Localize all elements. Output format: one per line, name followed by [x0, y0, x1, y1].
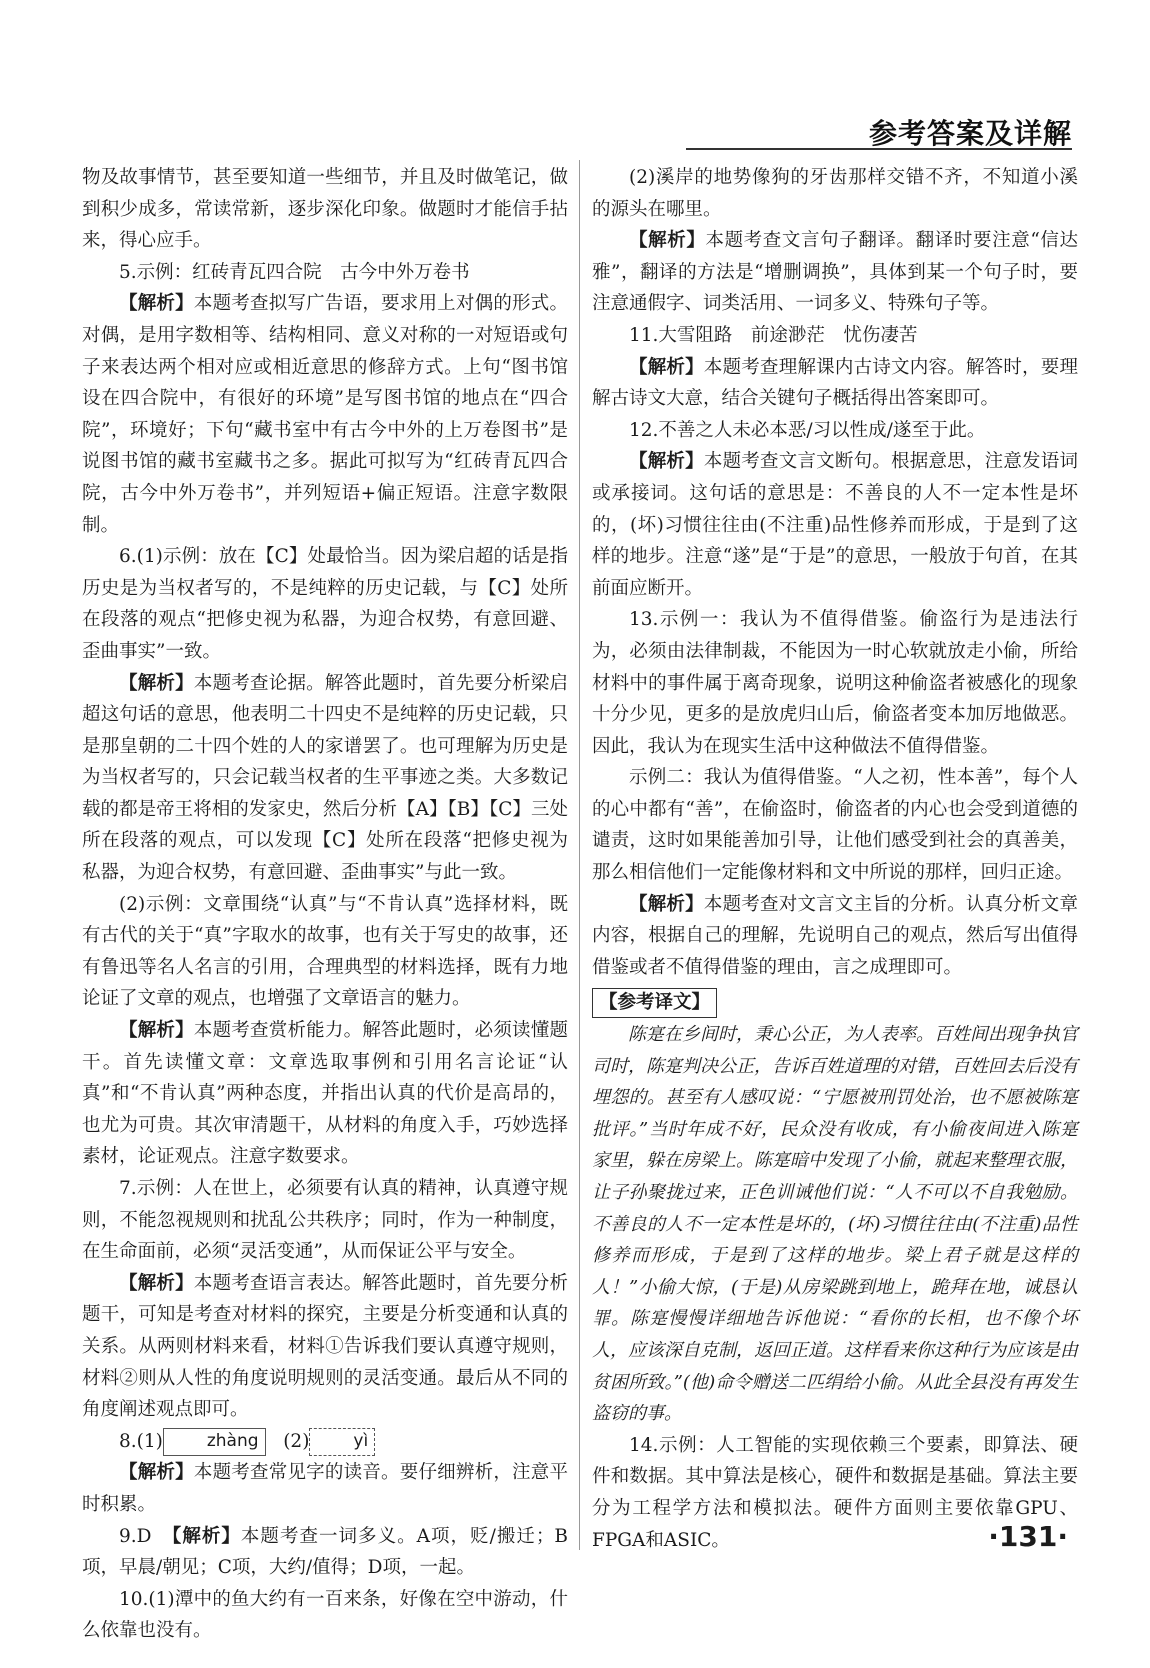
- analysis-paragraph: [592, 225, 1078, 320]
- analysis-tag: 【解析】: [629, 893, 704, 915]
- paragraph-text: 本题考查理解课内古诗文内容。解答时，要理解古诗文大意，结合关键句子概括得出答案即可。: [592, 356, 1078, 410]
- analysis-tag: 【解析】: [119, 293, 194, 315]
- answer-paragraph: [592, 162, 1078, 225]
- analysis-paragraph: [82, 288, 568, 541]
- translation-text: 陈寔在乡间时，秉心公正，为人表率。百姓间出现争执官司时，陈寔判决公正，告诉百姓道理的对错，百姓回去后没有埋怨的。甚至有人感叹说：“宁愿被刑罚处治，也不愿被陈寔批评。”当时年成不好，民众没有收成，有小偷夜间进入陈寔家里，躲在房梁上。陈寔暗中发现了小偷，就起来整理衣服，让子孙聚拢过来，正色训诫他们说：“人不可以不自我勉励。不善良的人不一定本性是坏的，(坏)习惯往往由(不注重)品性修养而形成，于是到了这样的地步。梁上君子就是这样的人！”小偷大惊，(于是)从房梁跳到地上，跪拜在地，诚恳认罪。陈寔慢慢详细地告诉他说：“看你的长相，也不像个坏人，应该深自克制，返回正道。这样看来你这种行为应该是由贫困所致。”(他)命令赠送二匹绢给小偷。从此全县没有再发生盗窃的事。: [592, 1024, 1078, 1425]
- paragraph-text: 5.示例：红砖青瓦四合院 古今中外万卷书: [119, 261, 470, 283]
- paragraph-text: 示例二：我认为值得借鉴。“人之初，性本善”，每个人的心中都有“善”，在偷盗时，偷盗者的内心也会受到道德的谴责，这时如果能善加引导，让他们感受到社会的真善美，那么相信他们一定能像材料和文中所说的那样，回归正途。: [592, 767, 1078, 884]
- right-column-flow: [592, 162, 1078, 983]
- paragraph-text: 本题考查拟写广告语，要求用上对偶的形式。对偶，是用字数相等、结构相同、意义对称的一对短语或句子来表达两个相对应或相近意思的修辞方式。上句“图书馆设在四合院中，有很好的环境”是写图书馆的地点在“四合院”，环境好；下句“藏书室中有古今中外的上万卷图书”是说图书馆的藏书室藏书之多。据此可拟写为“红砖青瓦四合院，古今中外万卷书”，并列短语+偏正短语。注意字数限制。: [82, 293, 568, 536]
- paragraph-text: 14.示例：人工智能的实现依赖三个要素，即算法、硬件和数据。其中算法是核心，硬件和数据是基础。算法主要分为工程学方法和模拟法。硬件方面则主要依靠GPU、FPGA和ASIC。: [592, 1434, 1078, 1551]
- answer-paragraph: [592, 604, 1078, 762]
- analysis-paragraph: [592, 446, 1078, 604]
- analysis-tag: 【解析】: [119, 672, 194, 694]
- answer-paragraph: [592, 762, 1078, 888]
- paragraph-text: 10.(1)潭中的鱼大约有一百来条，好像在空中游动，什么依靠也没有。: [82, 1588, 568, 1642]
- page-number: ·131·: [988, 1520, 1068, 1553]
- paragraph-text: 本题考查常见字的读音。要仔细辨析，注意平时积累。: [82, 1462, 568, 1515]
- paragraph-text: (2)示例：文章围绕“认真”与“不肯认真”选择材料，既有古代的关于“真”字取水的故事，也有关于写史的故事，还有鲁迅等名人名言的引用，合理典型的材料选择，既有力地论证了文章的观点，也增强了文章语言的魅力。: [82, 893, 568, 1010]
- left-column-tail: [82, 1457, 568, 1647]
- answer-paragraph: [82, 1173, 568, 1268]
- paragraph-text: (2)溪岸的地势像狗的牙齿那样交错不齐，不知道小溪的源头在哪里。: [592, 167, 1078, 220]
- paragraph-text: 11.大雪阻路 前途渺茫 忧伤凄苦: [629, 324, 918, 346]
- answer-paragraph: [82, 162, 568, 257]
- paragraph-text: 13.示例一：我认为不值得借鉴。偷盗行为是违法行为，必须由法律制裁，不能因为一时心软就放走小偷，所给材料中的事件属于离奇现象，说明这种偷盗者被感化的现象十分少见，更多的是放虎归山后，偷盗者变本加厉地做恶。因此，我认为在现实生活中这种做法不值得借鉴。: [592, 609, 1078, 757]
- paragraph-text: 本题考查文言文断句。根据意思，注意发语词或承接词。这句话的意思是：不善良的人不一定本性是坏的，(坏)习惯往往由(不注重)品性修养而形成，于是到了这样的地步。注意“遂”是“于是”的意思，一般放于句首，在其前面应断开。: [592, 451, 1078, 599]
- analysis-tag: 【解析】: [119, 1272, 194, 1294]
- answer-8: [82, 1426, 568, 1458]
- paragraph-text: 本题考查文言句子翻译。翻译时要注意“信达雅”，翻译的方法是“增删调换”，具体到某一个句子时，要注意通假字、词类活用、一词多义、特殊句子等。: [592, 230, 1078, 315]
- answer-8-box-2: yì: [309, 1428, 375, 1456]
- answer-paragraph: [82, 1521, 568, 1584]
- paragraph-text: 本题考查赏析能力。解答此题时，必须读懂题干。首先读懂文章：文章选取事例和引用名言论证“认真”和“不肯认真”两种态度，并指出认真的代价是高昂的，也尤为可贵。其次审清题干，从材料的角度入手，巧妙选择素材，论证观点。注意字数要求。: [82, 1020, 568, 1168]
- left-column-flow: [82, 162, 568, 1426]
- header-rule: [686, 148, 1072, 150]
- answer-paragraph: [82, 541, 568, 667]
- analysis-paragraph: [82, 668, 568, 889]
- analysis-paragraph: [592, 352, 1078, 415]
- left-column: [82, 162, 568, 1647]
- analysis-tag: 【解析】: [119, 1020, 194, 1042]
- answer-paragraph: [82, 889, 568, 1015]
- paragraph-text: 7.示例：人在世上，必须要有认真的精神，认真遵守规则，不能忽视规则和扰乱公共秩序；同时，作为一种制度，在生命面前，必须“灵活变通”，从而保证公平与安全。: [82, 1178, 568, 1263]
- analysis-tag: 【解析】: [629, 230, 706, 252]
- paragraph-text: 本题考查论据。解答此题时，首先要分析梁启超这句话的意思，他表明二十四史不是纯粹的历史记载，只是那皇朝的二十四个姓的人的家谱罢了。也可理解为历史是为当权者写的，只会记载当权者的生平事迹之类。大多数记载的都是帝王将相的发家史，然后分析【A】【B】【C】三处所在段落的观点，可以发现【C】处所在段落“把修史视为私器，为迎合权势，有意回避、歪曲事实”与此一致。: [82, 672, 568, 884]
- answer-lead: 9.D: [119, 1525, 173, 1547]
- answer-8-box-1: zhàng: [163, 1428, 266, 1456]
- paragraph-text: 6.(1)示例：放在【C】处最恰当。因为梁启超的话是指历史是为当权者写的，不是纯粹的历史记载，与【C】处所在段落的观点“把修史视为私器，为迎合权势，有意回避、歪曲事实”一致。: [82, 546, 568, 662]
- right-column: [592, 162, 1078, 1556]
- analysis-tag: 【解析】: [172, 1525, 241, 1547]
- answer-8-label-1: 8.(1): [119, 1430, 163, 1452]
- paragraph-text: 12.不善之人未必本恶/习以性成/遂至于此。: [629, 419, 986, 441]
- answer-paragraph: [592, 415, 1078, 447]
- paragraph-text: 本题考查对文言文主旨的分析。认真分析文章内容，根据自己的理解，先说明自己的观点，然后写出值得借鉴或者不值得借鉴的理由，言之成理即可。: [592, 893, 1078, 978]
- translation-heading: [592, 987, 1078, 1019]
- analysis-tag: 【解析】: [629, 356, 704, 378]
- answer-paragraph: [82, 1584, 568, 1647]
- paragraph-text: 物及故事情节，甚至要知道一些细节，并且及时做笔记，做到积少成多，常读常新，逐步深化印象。做题时才能信手拈来，得心应手。: [82, 167, 568, 252]
- analysis-paragraph: [82, 1015, 568, 1173]
- paragraph-text: 本题考查一词多义。A项，贬/搬迁；B项，早晨/朝见；C项，大约/值得；D项，一起。: [82, 1525, 568, 1579]
- page-header-title: 参考答案及详解: [868, 117, 1072, 150]
- translation-heading-label: 【参考译文】: [592, 988, 717, 1018]
- analysis-tag: 【解析】: [629, 451, 704, 473]
- answer-paragraph: [82, 257, 568, 289]
- analysis-paragraph: [592, 889, 1078, 984]
- answer-8-label-2: (2): [283, 1430, 310, 1452]
- paragraph-text: 本题考查语言表达。解答此题时，首先要分析题干，可知是考查对材料的探究，主要是分析变通和认真的关系。从两则材料来看，材料①告诉我们要认真遵守规则，材料②则从人性的角度说明规则的灵活变通。最后从不同的角度阐述观点即可。: [82, 1272, 568, 1421]
- analysis-paragraph: [82, 1268, 568, 1426]
- answer-paragraph: [592, 320, 1078, 352]
- column-divider: [579, 160, 580, 1550]
- analysis-tag: 【解析】: [119, 1462, 194, 1484]
- analysis-paragraph: [82, 1457, 568, 1520]
